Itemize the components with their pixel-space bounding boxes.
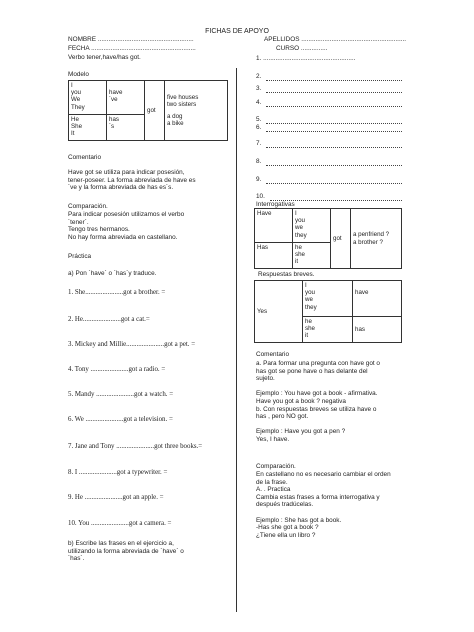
curso-field: CURSO ............... xyxy=(276,45,328,52)
exercise-item: 6. We ......................got a television. = xyxy=(68,416,173,423)
modelo-have: have ´ve xyxy=(107,81,145,115)
respuestas-has: has xyxy=(353,317,402,343)
worksheet-title: FICHAS DE APOYO xyxy=(205,28,269,35)
practica-label: Práctica xyxy=(68,253,92,260)
right-comparacion-text: En castellano no es necesario cambiar el orden de la frase. A. . Practica Cambia estas frases a forma interrogativa y después tradúcelas. Ejemplo : She has got a book. -Has she got a book ? ¿Tiene ella un libro ? xyxy=(256,471,391,539)
column-divider xyxy=(236,68,237,612)
exercise-item: 8. I ......................got a typewriter. = xyxy=(68,469,168,476)
exercise-item: 3. Mickey and Millie......................got a pet. = xyxy=(68,341,196,348)
modelo-pronouns-top: I you We They xyxy=(69,81,107,115)
respuestas-table xyxy=(254,280,402,343)
modelo-label: Modelo xyxy=(68,71,89,78)
answer-line-number: 10. xyxy=(256,193,265,200)
exercise-b-instructions: b) Escribe las frases en el ejercicio a, utilizando la forma abreviada de ´have´ o ´has´. xyxy=(68,540,184,563)
answer-line xyxy=(266,80,402,81)
answer-line xyxy=(266,123,402,124)
answer-line-number: 7. xyxy=(256,140,262,147)
comentario-label: Comentario xyxy=(68,154,102,161)
answer-line xyxy=(266,106,402,107)
nombre-field: NOMBRE ...................................................... xyxy=(68,36,194,43)
exercise-a-instructions: a) Pon ´have´ o ´has´y traduce. xyxy=(68,270,157,277)
exercise-item: 2. He......................got a cat.= xyxy=(68,316,150,323)
exercise-item: 10. You ......................got a camera. = xyxy=(68,520,172,527)
exercise-item: 5. Mandy ......................got a watch. = xyxy=(68,391,174,398)
respuestas-have: have xyxy=(353,281,402,317)
interrogativas-have: Have xyxy=(255,209,293,243)
comparacion-text: Para indicar posesión utilizamos el verbo ´tener´. Tengo tres hermanos. No hay forma abreviada en castellano. xyxy=(68,211,185,241)
worksheet-subtitle: Verbo tener,have/has got. xyxy=(68,54,141,61)
modelo-table xyxy=(68,80,228,141)
comentario-text: Have got se utiliza para indicar posesión, tener-poseer. La forma abreviada de have es ´ve y la forma abreviada de has es´s. xyxy=(68,169,196,192)
modelo-objects: five houses two sisters a dog a bike xyxy=(165,81,228,141)
answer-line-number: 9. xyxy=(256,176,262,183)
apellidos-field: APELLIDOS ........................................................... xyxy=(264,36,407,43)
modelo-has: has ´s xyxy=(107,115,145,141)
right-comparacion-label: Comparación. xyxy=(256,463,296,470)
interrogativas-got: got xyxy=(331,209,351,269)
modelo-got: got xyxy=(145,81,165,141)
modelo-pronouns-bottom: He She It xyxy=(69,115,107,141)
interrogativas-label: Interrogativas xyxy=(256,201,295,208)
exercise-item: 1. She......................got a brother. = xyxy=(68,289,166,296)
answer-line xyxy=(266,183,402,184)
exercise-item: 7. Jane and Tony ......................got three books.= xyxy=(68,443,203,450)
right-comentario-text: a. Para formar una pregunta con have got o has got se pone have o has delante del sujeto. Ejemplo : You have got a book - afirmativa. Have you got a book ? negativa b. Con respuestas breves se utiliza have o has , pero NO got. Ejemplo : Have you got a pen ? Yes, I have. xyxy=(256,360,380,443)
exercise-item: 9. He ......................got an apple. = xyxy=(68,494,164,501)
interrogativas-objects: a penfriend ? a brother ? xyxy=(351,209,402,269)
exercise-item: 4. Tony ......................got a radio. = xyxy=(68,366,166,373)
respuestas-pronouns-bottom: he she it xyxy=(303,317,353,343)
answer-line-number: 5. xyxy=(256,116,262,123)
respuestas-yes: Yes xyxy=(255,281,303,343)
answer-line xyxy=(266,147,402,148)
interrogativas-pronouns-bottom: he she it xyxy=(293,243,331,269)
interrogativas-pronouns: I you we they xyxy=(293,209,331,243)
answer-line-number: 8. xyxy=(256,158,262,165)
answer-line xyxy=(266,165,402,166)
answer-line-number: 2. xyxy=(256,73,262,80)
answer-line-1: 1. .................................................... xyxy=(256,55,356,62)
comparacion-label: Comparación. xyxy=(68,203,108,210)
interrogativas-table xyxy=(254,208,402,269)
right-comentario-label: Comentario xyxy=(256,351,290,358)
answer-line xyxy=(266,131,402,132)
answer-line-number: 6. xyxy=(256,124,262,131)
answer-line-number: 3. xyxy=(256,85,262,92)
answer-line-number: 4. xyxy=(256,99,262,106)
respuestas-label: Respuestas breves. xyxy=(258,271,315,278)
interrogativas-has: Has xyxy=(255,243,293,269)
respuestas-pronouns-top: I you we they xyxy=(303,281,353,317)
fecha-field: FECHA ........................................................... xyxy=(68,45,196,52)
answer-line xyxy=(266,92,402,93)
